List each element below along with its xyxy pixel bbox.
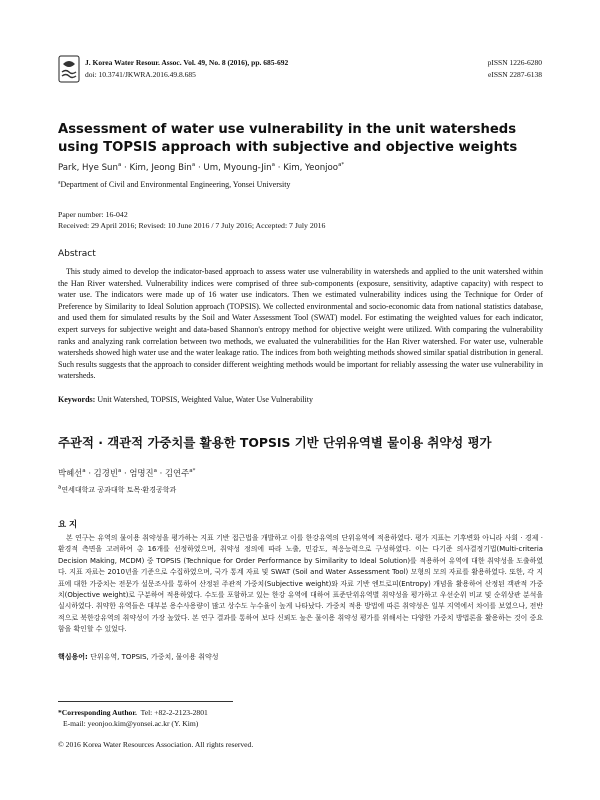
author-separator: · bbox=[156, 468, 165, 478]
author-mark: a bbox=[82, 468, 86, 475]
affiliation-mark: a bbox=[58, 484, 62, 491]
journal-header bbox=[58, 55, 542, 83]
author-mark: a bbox=[153, 468, 157, 475]
paper-number: Paper number: 16-042 bbox=[58, 210, 128, 219]
pissn: pISSN 1226-6280 bbox=[487, 58, 542, 67]
journal-citation: J. Korea Water Resour. Assoc. Vol. 49, No. 8 (2016), pp. 685-692 bbox=[85, 58, 289, 67]
korean-abstract-content: 본 연구는 유역의 물이용 취약성을 평가하는 지표 기반 접근법을 개발하고 이를 한강유역의 단위유역에 적용하였다. 평가 지표는 기후변화 아니라 사회 · 경제 · 환경적 측면을 고려하여 총 16개를 선정하였으며, 취약성 정의에 따라 노출, 민감도, 적응능력으로 구성하였다. 이는 다기준 의사결정기법(Multi-criteria Decision Making, MCDM) 중 TOPSIS (Technique for Order Performance by Similarity to Ideal Solution)를 적용하여 유역에 대한 취약성을 도출하였다. 지표 자료는 2010년을 기준으로 수집하였으며, 국가 통계 자료 및 SWAT (Soil and Water Assessment Tool) 모형의 모의 자료를 활용하였다. 또한, 각 지표에 대한 가중치는 전문가 설문조사를 통하여 산정된 주관적 가중치(Subjective weight)와 자료 기반 엔트로피(Entropy) 개념을 활용하여 산정된 객관적 가중치(Objective weight)로 구분하여 적용하였다. 수도를 포함하고 있는 한강 유역에 대하여 표준단위유역별 취약성을 평가하고 우선순위 비교 및 순위상관 분석을 실시하였다. 취약한 유역들은 대부분 용수사용량이 많고 상수도 누수율이 높게 나타났다. 가중치 적용 방법에 따른 취약성은 일부 지역에서 차이를 보였으나, 전반적으로 북한강유역의 취약성이 가장 높았다. 본 연구 결과를 통하여 보다 신뢰도 높은 물이용 취약성 평가를 위해서는 다양한 가중치 방법론을 활용하는 것이 중요함을 확인할 수 있었다. bbox=[58, 534, 543, 634]
author-name-ko: 김연주 bbox=[164, 468, 190, 478]
korean-abstract-heading: 요 지 bbox=[58, 519, 78, 529]
affiliation-korean bbox=[58, 485, 176, 495]
korean-abstract-text bbox=[58, 533, 543, 636]
author-name-ko: 김경빈 bbox=[93, 468, 118, 478]
author-list-korean bbox=[58, 467, 195, 479]
corresponding-tel: Tel: +82-2-2123-2801 bbox=[140, 708, 208, 717]
author-mark: a bbox=[117, 162, 122, 169]
author-separator: · bbox=[121, 468, 130, 478]
author-mark: a* bbox=[189, 468, 196, 475]
corresponding-label: *Corresponding Author. bbox=[58, 708, 137, 717]
author-mark: a bbox=[271, 162, 275, 169]
author-mark: a* bbox=[338, 162, 345, 169]
author-separator: · bbox=[274, 163, 284, 173]
keywords-list-ko: 단위유역, TOPSIS, 가중치, 물이용 취약성 bbox=[90, 653, 219, 661]
corresponding-line bbox=[58, 707, 208, 718]
corresponding-author-note bbox=[58, 707, 208, 729]
abstract-heading: Abstract bbox=[58, 249, 96, 259]
paper-title-korean: 주관적 · 객관적 가중치를 활용한 TOPSIS 기반 단위유역별 물이용 취약성 평가 bbox=[58, 435, 492, 450]
submission-dates: Received: 29 April 2016; Revised: 10 June 2016 / 7 July 2016; Accepted: 7 July 2016 bbox=[58, 221, 326, 230]
author-name-ko: 엄명진 bbox=[129, 468, 154, 478]
author-name: Kim, Yeonjoo bbox=[283, 163, 339, 173]
corresponding-email: E-mail: yeonjoo.kim@yonsei.ac.kr (Y. Kim) bbox=[63, 719, 199, 728]
author-separator: · bbox=[85, 468, 94, 478]
keywords-label: Keywords: bbox=[58, 395, 96, 404]
keywords-korean bbox=[58, 652, 219, 662]
keywords-label-ko: 핵심용어: bbox=[58, 653, 88, 661]
paper-title-english: Assessment of water use vulnerability in the unit watersheds using TOPSIS approach with subjective and objective weights bbox=[58, 122, 518, 155]
author-mark: a bbox=[117, 468, 122, 475]
author-list-english bbox=[58, 163, 344, 173]
author-name: Park, Hye Sun bbox=[58, 163, 118, 173]
copyright-notice: © 2016 Korea Water Resources Association. All rights reserved. bbox=[58, 740, 254, 749]
author-separator: · bbox=[121, 163, 130, 173]
affiliation-mark: a bbox=[58, 179, 61, 186]
keywords-english bbox=[58, 395, 313, 404]
affiliation-text-ko: 연세대학교 공과대학 토목·환경공학과 bbox=[61, 486, 177, 494]
author-name-ko: 박혜선 bbox=[58, 468, 83, 478]
author-mark: a bbox=[191, 162, 196, 169]
affiliation-text: Department of Civil and Environmental Engineering, Yonsei University bbox=[60, 180, 291, 189]
eissn: eISSN 2287-6138 bbox=[488, 70, 542, 79]
keywords-list: Unit Watershed, TOPSIS, Weighted Value, Water Use Vulnerability bbox=[97, 395, 313, 404]
author-name: Um, Myoung-Jin bbox=[203, 163, 272, 173]
journal-logo-icon bbox=[58, 55, 80, 83]
author-separator: · bbox=[195, 163, 204, 173]
author-name: Kim, Jeong Bin bbox=[129, 163, 192, 173]
doi: doi: 10.3741/JKWRA.2016.49.8.685 bbox=[85, 70, 196, 79]
footnote-divider bbox=[58, 701, 233, 702]
abstract-text bbox=[58, 266, 543, 382]
abstract-content: This study aimed to develop the indicator-based approach to assess water use vulnerability in watersheds and applied to the unit watershed within the Han River watershed. Vulnerability indices were comprised of three sub-components (exposure, sensitivity, adaptive capacity) with respect to water use. The indicators were made up of 16 water use indicators. Then we estimated vulnerability indices using the Technique for Order of Preference by Similarity to Ideal Solution approach (TOPSIS). We collected environmental and socio-economic data from national statistics database, and used them for simulated results by the Soil and Water Assessment Tool (SWAT) model. For estimating the weighted values for each indicator, expert surveys for subjective weight and data-based Shannon's entropy method for objective weight were utilized. With comparing the vulnerability ranks and analyzing rank correlation between two methods, we evaluated the vulnerabilities for the Han River watershed. For water use, vulnerable watersheds showed high water use and the water leakage ratio. The indices from both weighting methods showed similar spatial distribution in general. Such results suggests that the approach to consider different weighting methods would be important for reliably assessing the water use vulnerability in watersheds. bbox=[58, 267, 543, 381]
affiliation-english bbox=[58, 180, 290, 189]
